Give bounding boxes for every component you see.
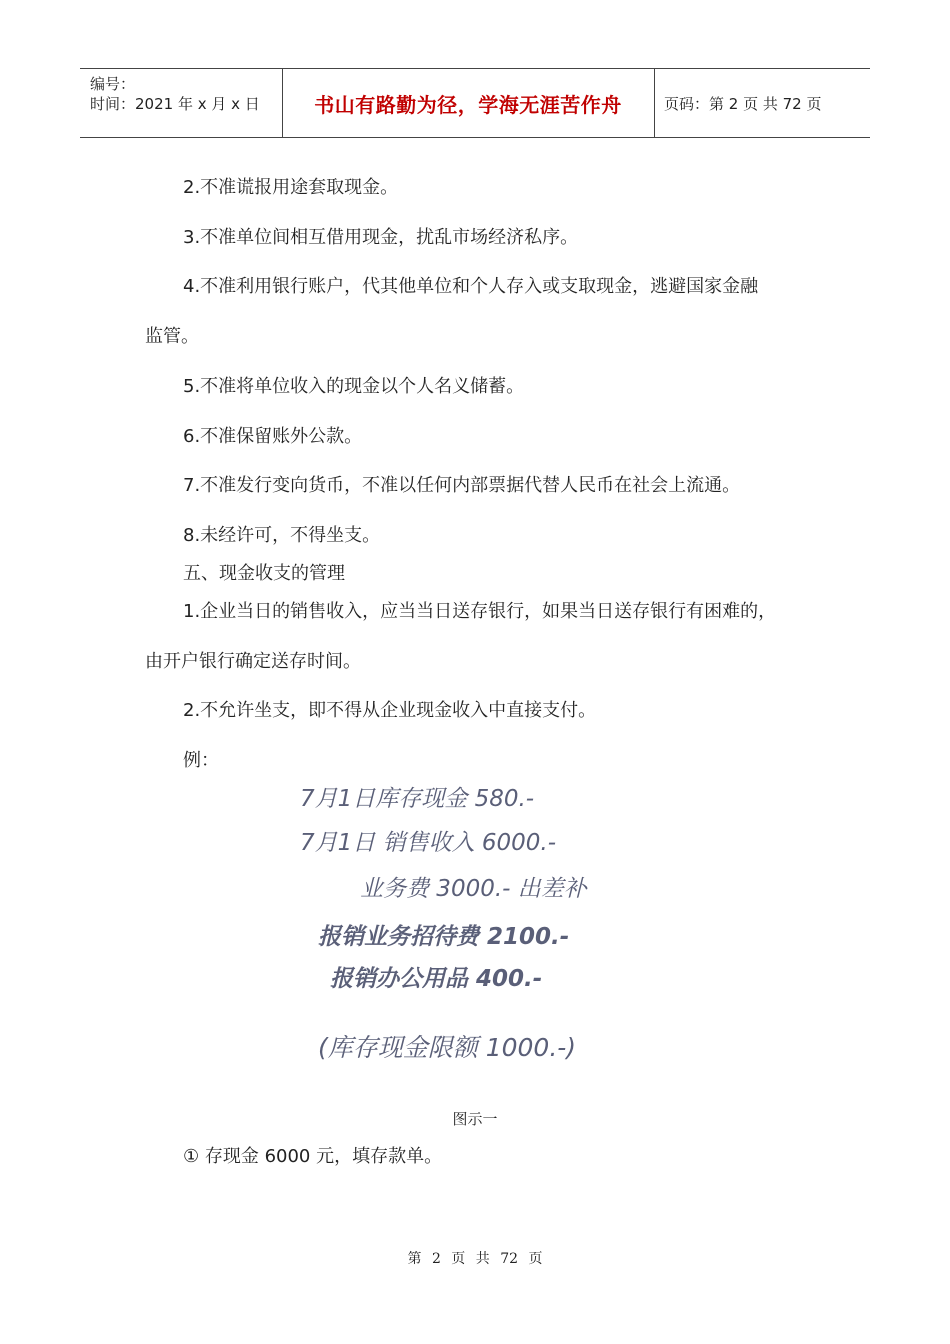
- paragraph-line: 3.不准单位间相互借用现金，扰乱市场经济私序。: [183, 227, 579, 248]
- paragraph-line: 7.不准发行变向货币，不准以任何内部票据代替人民币在社会上流通。: [183, 475, 741, 496]
- section-heading: 五、现金收支的管理: [183, 563, 345, 584]
- header-divider: [654, 69, 655, 137]
- handwritten-line: (库存现金限额 1000.-): [318, 1033, 577, 1062]
- document-number-label: 编号：: [90, 75, 136, 93]
- document-date: 时间：2021 年 x 月 x 日: [90, 95, 260, 113]
- handwritten-note-figure: [300, 768, 680, 1098]
- page-footer: 第 2 页 共 72 页: [407, 1251, 543, 1267]
- paragraph-line: 5.不准将单位收入的现金以个人名义储蓄。: [183, 376, 525, 397]
- paragraph-line: 6.不准保留账外公款。: [183, 426, 363, 447]
- handwritten-line: 报销办公用品 400.-: [330, 966, 543, 992]
- header-meta: [90, 74, 260, 114]
- paragraph-line: 2.不准谎报用途套取现金。: [183, 177, 399, 198]
- handwritten-line: 7月1日 销售收入 6000.-: [300, 830, 557, 856]
- handwritten-line: 业务费 3000.- 出差补: [360, 876, 587, 902]
- paragraph-line: 4.不准利用银行账户，代其他单位和个人存入或支取现金，逃避国家金融: [183, 276, 759, 297]
- header-page-info: 页码：第 2 页 共 72 页: [664, 95, 822, 113]
- paragraph-line: 8.未经许可，不得坐支。: [183, 525, 381, 546]
- paragraph-line: 1.企业当日的销售收入，应当当日送存银行，如果当日送存银行有困难的，: [183, 601, 777, 622]
- example-label: 例：: [183, 750, 219, 771]
- header-motto: 书山有路勤为径，学海无涯苦作舟: [314, 92, 622, 117]
- paragraph-line: 2.不允许坐支，即不得从企业现金收入中直接支付。: [183, 700, 597, 721]
- paragraph-line: ① 存现金 6000 元，填存款单。: [183, 1146, 443, 1167]
- page-header: [80, 68, 870, 138]
- handwritten-line: 报销业务招待费 2100.-: [318, 924, 570, 950]
- handwritten-line: 7月1日库存现金 580.-: [300, 786, 535, 812]
- paragraph-line: 由开户银行确定送存时间。: [145, 651, 361, 672]
- figure-caption: 图示一: [452, 1110, 498, 1128]
- paragraph-line: 监管。: [145, 326, 199, 347]
